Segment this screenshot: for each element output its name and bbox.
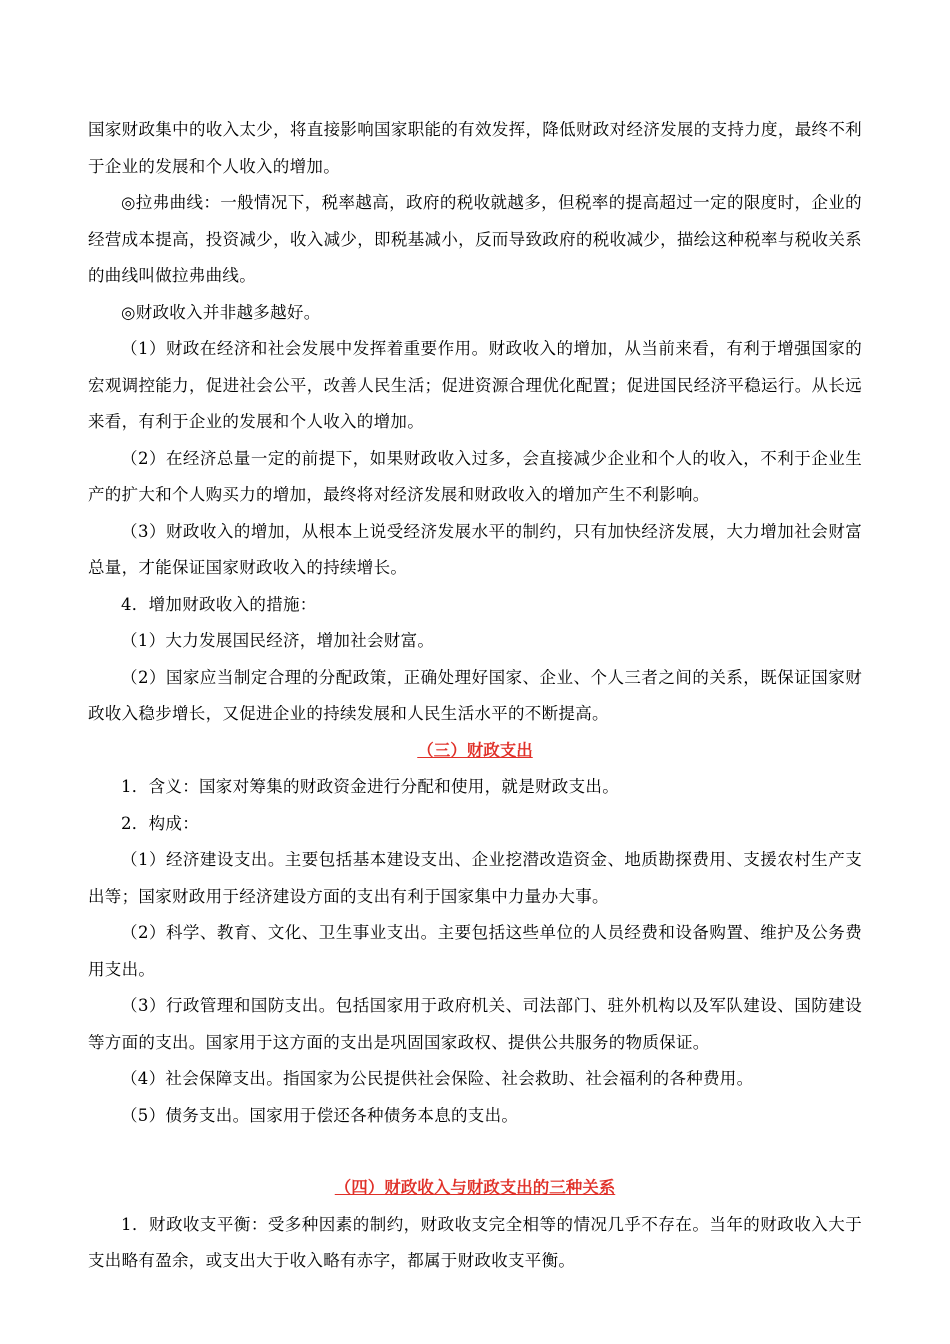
paragraph-expenditure-2: （2）科学、教育、文化、卫生事业支出。主要包括这些单位的人员经费和设备购置、维护及公务费用支出。 [88, 923, 862, 979]
paragraph-expenditure-1: （1）经济建设支出。主要包括基本建设支出、企业挖潜改造资金、地质勘探费用、支援农村生产支出等；国家财政用于经济建设方面的支出有利于国家集中力量办大事。 [88, 850, 862, 906]
paragraph-balance: 1．财政收支平衡：受多种因素的制约，财政收支完全相等的情况几乎不存在。当年的财政收入大于支出略有盈余，或支出大于收入略有赤字，都属于财政收支平衡。 [88, 1214, 862, 1270]
paragraph-continuation: 国家财政集中的收入太少，将直接影响国家职能的有效发挥，降低财政对经济发展的支持力度，最终不利于企业的发展和个人收入的增加。 [88, 120, 862, 176]
paragraph-measures-title: 4．增加财政收入的措施： [121, 594, 317, 614]
paragraph-measure-1: （1）大力发展国民经济，增加社会财富。 [121, 631, 435, 650]
document-body [88, 112, 862, 1280]
section-heading-relations: （四）财政收入与财政支出的三种关系 [334, 1178, 616, 1197]
paragraph-expenditure-3: （3）行政管理和国防支出。包括国家用于政府机关、司法部门、驻外机构以及军队建设、国防建设等方面的支出。国家用于这方面的支出是巩固国家政权、提供公共服务的物质保证。 [88, 996, 862, 1052]
paragraph-composition: 2．构成： [121, 813, 199, 833]
spacer [88, 1134, 862, 1170]
paragraph-definition: 1．含义：国家对筹集的财政资金进行分配和使用，就是财政支出。 [121, 777, 619, 796]
paragraph-laffer-curve: ◎拉弗曲线：一般情况下，税率越高，政府的税收就越多，但税率的提高超过一定的限度时，企业的经营成本提高，投资减少，收入减少，即税基减小，反而导致政府的税收减少，描绘这种税率与税收关系的曲线叫做拉弗曲线。 [88, 193, 862, 285]
paragraph-not-more-better: ◎财政收入并非越多越好。 [121, 302, 321, 322]
paragraph-expenditure-5: （5）债务支出。国家用于偿还各种债务本息的支出。 [121, 1105, 519, 1125]
paragraph-point-3: （3）财政收入的增加，从根本上说受经济发展水平的制约，只有加快经济发展，大力增加社会财富总量，才能保证国家财政收入的持续增长。 [88, 521, 862, 577]
section-heading-expenditure: （三）财政支出 [417, 740, 533, 760]
paragraph-expenditure-4: （4）社会保障支出。指国家为公民提供社会保险、社会救助、社会福利的各种费用。 [121, 1069, 754, 1088]
paragraph-measure-2: （2）国家应当制定合理的分配政策，正确处理好国家、企业、个人三者之间的关系，既保证国家财政收入稳步增长，又促进企业的持续发展和人民生活水平的不断提高。 [88, 667, 862, 723]
paragraph-point-1: （1）财政在经济和社会发展中发挥着重要作用。财政收入的增加，从当前来看，有利于增强国家的宏观调控能力，促进社会公平，改善人民生活；促进资源合理优化配置；促进国民经济平稳运行。从长远来看，有利于企业的发展和个人收入的增加。 [88, 339, 862, 431]
paragraph-point-2: （2）在经济总量一定的前提下，如果财政收入过多，会直接减少企业和个人的收入，不利于企业生产的扩大和个人购买力的增加，最终将对经济发展和财政收入的增加产生不利影响。 [88, 448, 862, 504]
